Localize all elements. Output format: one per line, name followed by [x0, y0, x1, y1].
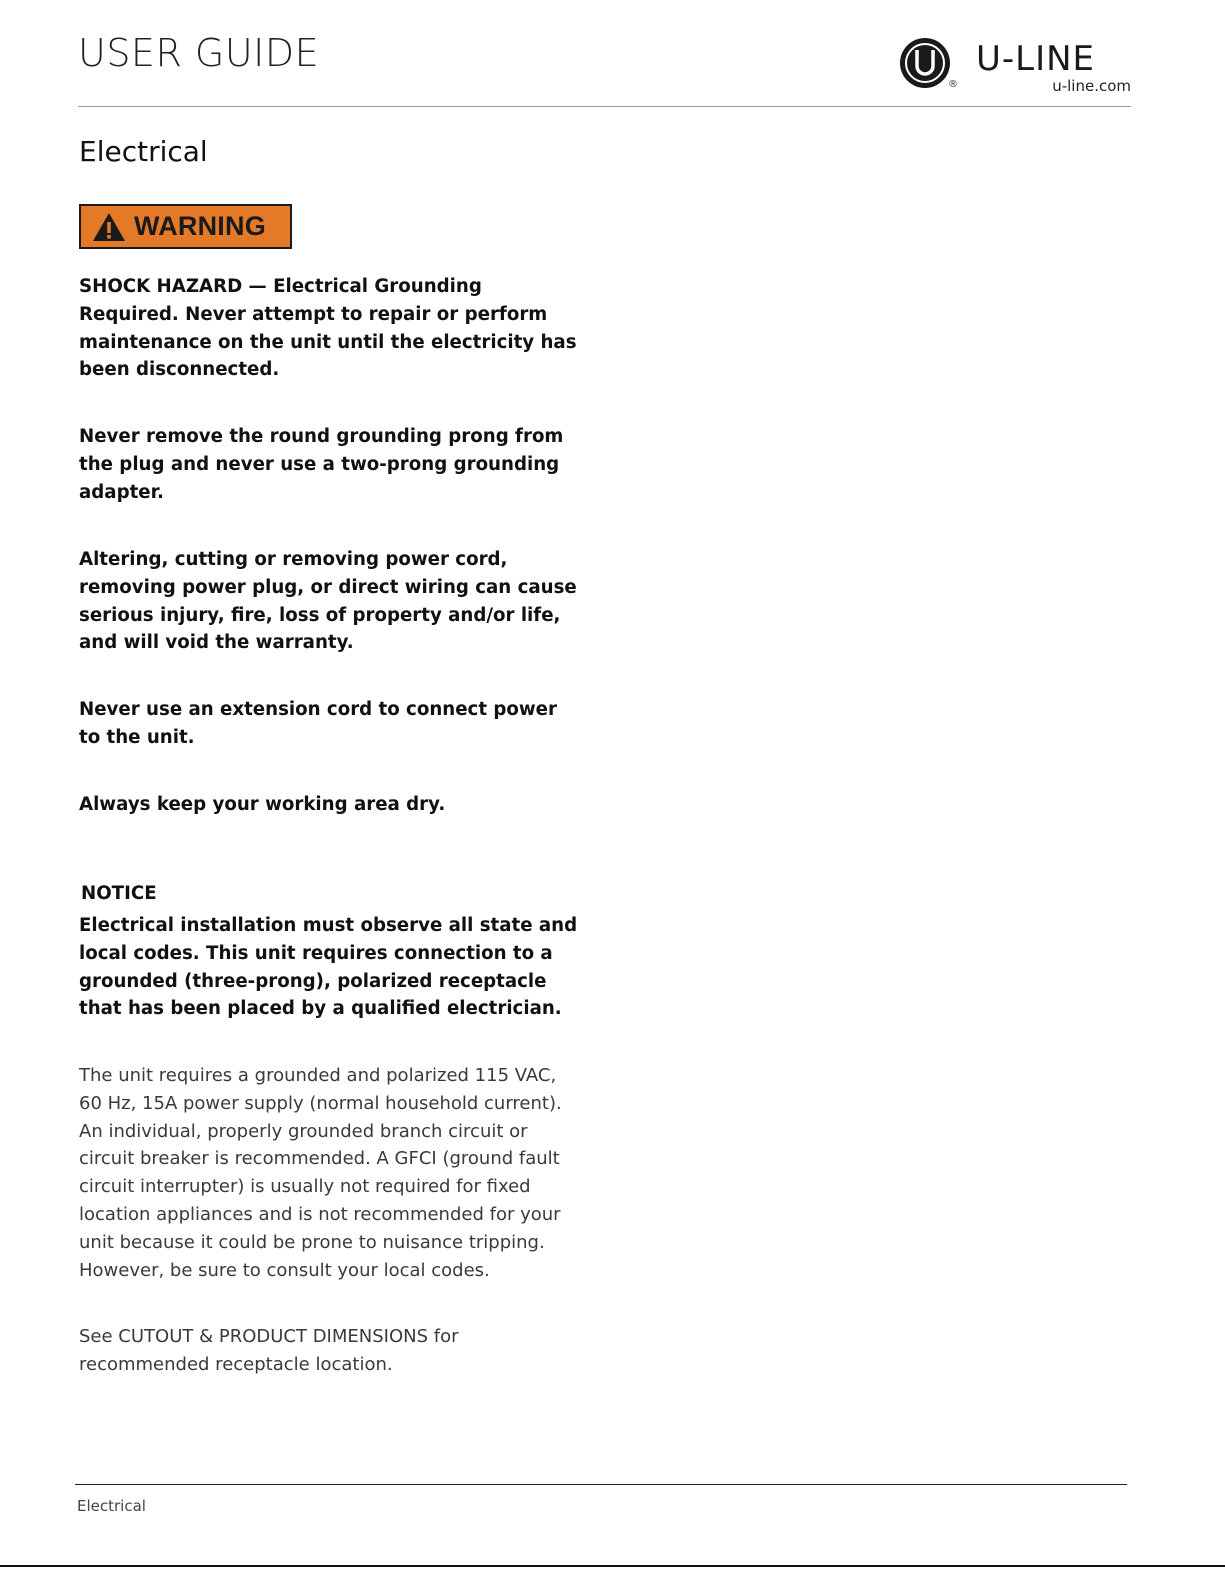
notice-label: NOTICE [81, 883, 157, 904]
u-line-circle-logo-icon [898, 36, 952, 90]
warning-badge [79, 204, 292, 249]
registered-mark: ® [948, 79, 958, 90]
body-paragraph-receptacle-location: See CUTOUT & PRODUCT DIMENSIONS for recommended receptacle location. [79, 1326, 459, 1375]
warning-paragraph-power-cord: Altering, cutting or removing power cord, removing power plug, or direct wiring can cause serious injury, fire, loss of property and/or life, and will void the warranty. [79, 549, 577, 654]
warning-label: WARNING [134, 211, 266, 241]
warning-paragraph-dry-area: Always keep your working area dry. [79, 794, 446, 815]
page-bottom-edge [0, 1565, 1225, 1567]
notice-text: Electrical installation must observe all state and local codes. This unit requires connection to a grounded (three-prong), polarized receptacle that has been placed by a qualified electrician. [79, 915, 578, 1020]
section-title: Electrical [79, 135, 208, 168]
body-paragraph-power-supply: The unit requires a grounded and polarized 115 VAC, 60 Hz, 15A power supply (normal household current). An individual, properly grounded branch circuit or circuit breaker is recommended. A GFCI (ground fault circuit interrupter) is usually not required for fixed location appliances and is not recommended for your unit because it could be prone to nuisance tripping. However, be sure to consult your local codes. [79, 1065, 562, 1281]
warning-paragraph-shock-hazard: SHOCK HAZARD — Electrical Grounding Required. Never attempt to repair or perform maintenance on the unit until the electricity has been disconnected. [79, 276, 577, 381]
page-header-title: USER GUIDE [78, 31, 320, 75]
footer-divider [75, 1484, 1127, 1485]
warning-triangle-icon [92, 212, 126, 242]
brand-url: u-line.com [1052, 77, 1131, 95]
warning-paragraph-extension-cord: Never use an extension cord to connect power to the unit. [79, 699, 557, 748]
brand-wordmark: U-LINE [976, 39, 1096, 79]
footer-section-label: Electrical [77, 1497, 146, 1515]
header-divider [78, 106, 1131, 107]
brand-logo [898, 34, 1133, 96]
warning-paragraph-grounding-prong: Never remove the round grounding prong from the plug and never use a two-prong grounding adapter. [79, 426, 564, 503]
